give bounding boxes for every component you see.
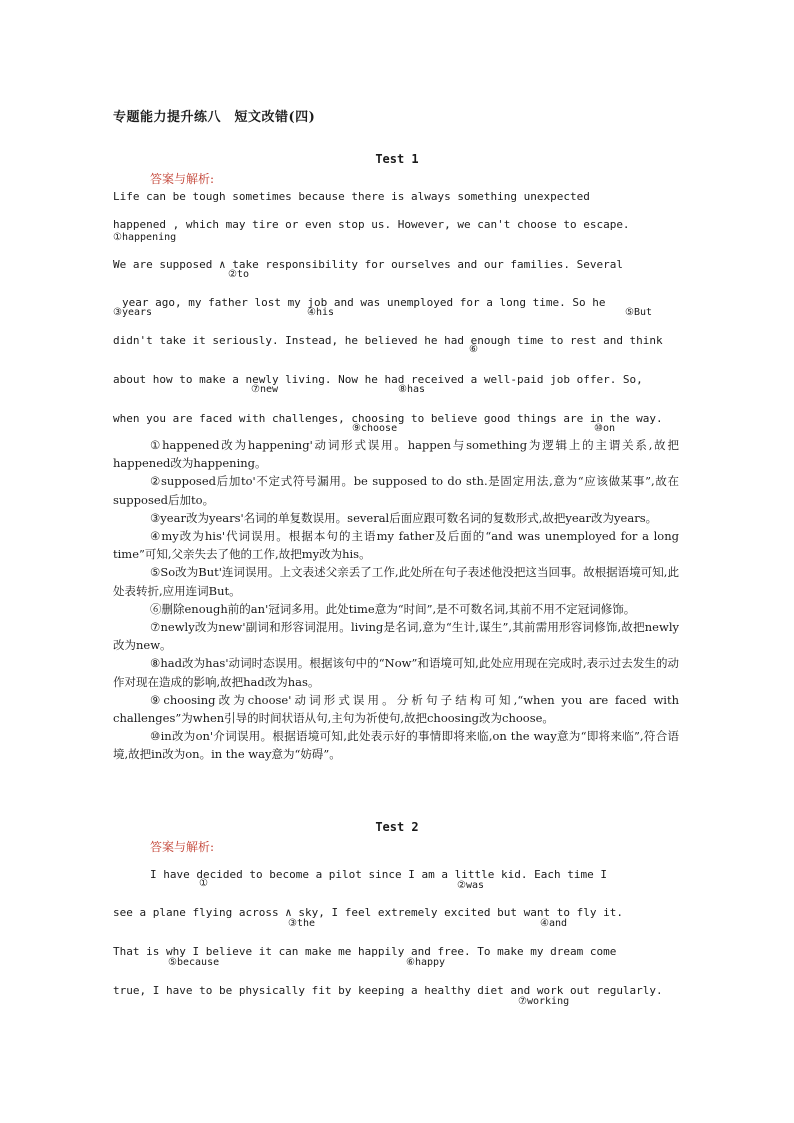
correction-mark: ⑤But xyxy=(625,307,653,318)
passage-text: Life can be tough sometimes because there is always something unexpected xyxy=(113,190,590,203)
passage-line xyxy=(113,190,679,203)
correction-mark: ③the xyxy=(288,918,316,929)
correction-mark: ⑥ xyxy=(469,344,478,355)
passage-line: true, I have to be physically fit by keeping a healthy diet and work out regularly. xyxy=(113,984,663,997)
correction-mark: ⑩on xyxy=(594,423,616,434)
explanation-item: ⑤So改为But'连词误用。上文表述父亲丢了工作,此处所在句子表述他没把这当回事。故根据语境可知,此处表转折,应用连词But。 xyxy=(113,565,679,598)
test1-answer-label: 答案与解析: xyxy=(150,172,215,186)
test2-heading: Test 2 xyxy=(375,820,419,834)
passage-line: happened , which may tire or even stop us. However, we can't choose to escape. xyxy=(113,218,630,231)
correction-mark: ⑤because xyxy=(168,957,220,968)
correction-mark: ④and xyxy=(540,918,568,929)
passage-line: That is why I believe it can make me happily and free. To make my dream come xyxy=(113,945,617,958)
passage-line: I have decided to become a pilot since I am a little kid. Each time I xyxy=(150,868,607,881)
explanation-block xyxy=(113,436,679,764)
explanation-item: ⑩in改为on'介词误用。根据语境可知,此处表示好的事情即将来临,on the way意为“即将来临”,符合语境,故把in改为on。in the way意为“妨碍”。 xyxy=(113,729,679,762)
explanation-item: ⑧had改为has'动词时态误用。根据该句中的“Now”和语境可知,此处应用现在完成时,表示过去发生的动作对现在造成的影响,故把had改为has。 xyxy=(113,656,679,689)
correction-mark: ②was xyxy=(457,880,485,891)
passage-line: didn't take it seriously. Instead, he believed he had enough time to rest and think xyxy=(113,334,663,347)
correction-mark: ②to xyxy=(228,269,250,280)
passage-line: when you are faced with challenges, choosing to believe good things are in the way. xyxy=(113,412,663,425)
correction-mark: ⑥happy xyxy=(406,957,446,968)
correction-mark: ⑧has xyxy=(398,384,426,395)
explanation-item: ①happened改为happening'动词形式误用。happen与something为逻辑上的主谓关系,故把happened改为happening。 xyxy=(113,438,679,471)
correction-mark: ① xyxy=(199,878,208,889)
correction-mark: ⑨choose xyxy=(352,423,398,434)
test1-heading: Test 1 xyxy=(375,152,419,166)
explanation-item: ⑨choosing改为choose'动词形式误用。分析句子结构可知,“when you are faced with challenges”为when引导的时间状语从句,主句为祈使句,故把choosing改为choose。 xyxy=(113,692,679,726)
passage-line: We are supposed ∧ take responsibility for ourselves and our families. Several xyxy=(113,258,623,271)
test2-answer-label: 答案与解析: xyxy=(150,840,215,854)
explanation-item: ④my改为his'代词误用。根据本句的主语my father及后面的“and was unemployed for a long time”可知,父亲失去了他的工作,故把my改为his。 xyxy=(113,529,679,562)
correction-mark: ③years xyxy=(113,307,153,318)
correction-mark: ④his xyxy=(307,307,335,318)
passage-line: about how to make a newly living. Now he had received a well-paid job offer. So, xyxy=(113,373,643,386)
correction-mark: ①happening xyxy=(113,232,177,243)
explanation-item: ②supposed后加to'不定式符号漏用。be supposed to do sth.是固定用法,意为“应该做某事”,故在supposed后加to。 xyxy=(113,474,679,507)
passage-line: see a plane flying across ∧ sky, I feel extremely excited but want to fly it. xyxy=(113,906,623,919)
passage-line: year ago, my father lost my job and was unemployed for a long time. So he xyxy=(122,296,606,309)
correction-mark: ⑦working xyxy=(518,996,570,1007)
page-title: 专题能力提升练八 短文改错(四) xyxy=(113,110,316,125)
explanation-item: ③year改为years'名词的单复数误用。several后面应跟可数名词的复数形式,故把year改为years。 xyxy=(150,510,658,525)
correction-mark: ⑦new xyxy=(251,384,279,395)
explanation-item: ⑥删除enough前的an'冠词多用。此处time意为“时间”,是不可数名词,其前不用不定冠词修饰。 xyxy=(150,601,636,616)
explanation-item: ⑦newly改为new'副词和形容词混用。living是名词,意为“生计,谋生”,其前需用形容词修饰,故把newly改为new。 xyxy=(113,620,679,653)
